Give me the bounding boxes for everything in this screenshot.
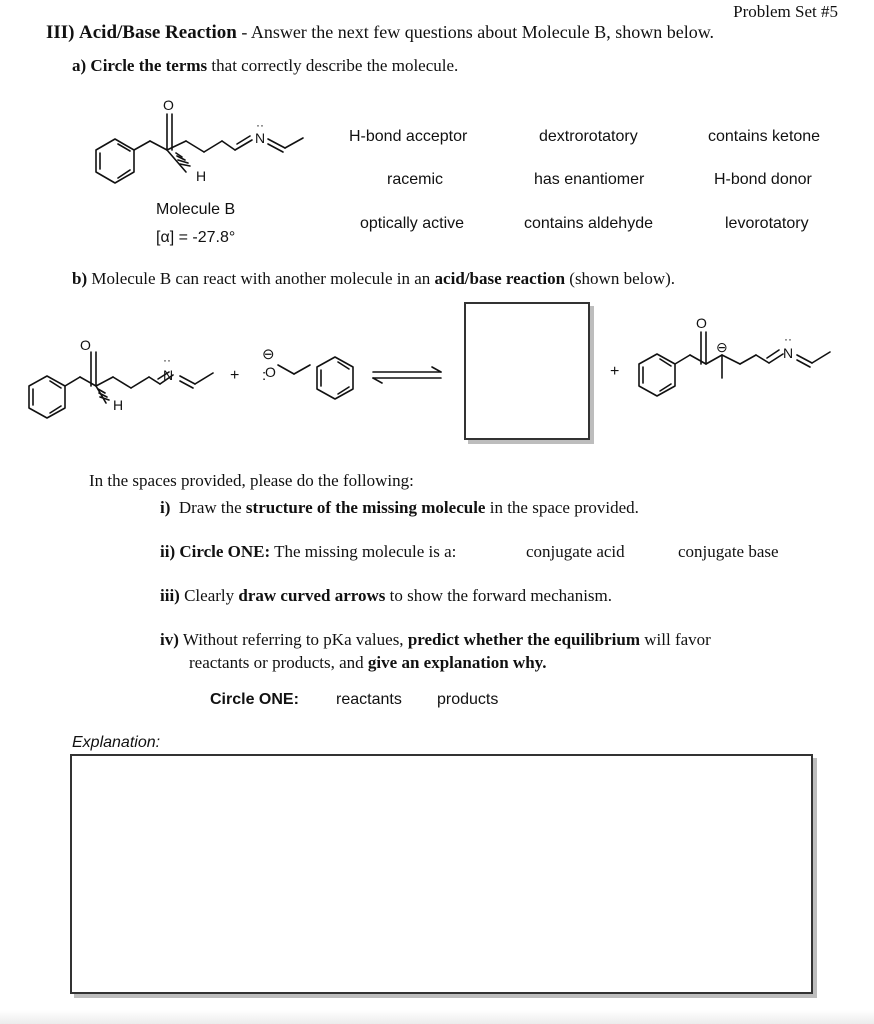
oxygen-atom: O <box>163 97 174 113</box>
part-b-pre: Molecule B can react with another molecule in an <box>91 269 431 288</box>
part-b-label: b) <box>72 269 88 288</box>
instruction-i-post: in the space provided. <box>489 498 639 517</box>
part-a-label: a) <box>72 56 87 75</box>
molecule-b-label: Molecule B <box>156 201 236 218</box>
instruction-iv-bold2: give an explanation why <box>367 653 543 672</box>
part-b-post: (shown below). <box>569 269 676 288</box>
enolate-oxygen: O <box>696 315 707 331</box>
instruction-ii-num: ii) <box>160 542 176 561</box>
benzene-ring-a <box>96 139 134 183</box>
plus-sign-2: + <box>610 363 620 380</box>
specific-rotation: [α] = -27.8° <box>156 229 236 246</box>
term-racemic[interactable]: racemic <box>387 171 444 188</box>
option-conjugate-base[interactable]: conjugate base <box>678 542 779 561</box>
instruction-iv-line2-pre: reactants or products, and <box>189 653 364 672</box>
enolate-product <box>639 315 830 396</box>
plus-sign-1: + <box>230 367 240 384</box>
term-contains-aldehyde[interactable]: contains aldehyde <box>524 215 653 232</box>
section-title: Acid/Base Reaction <box>79 22 237 43</box>
instruction-iii-pre: Clearly <box>184 586 235 605</box>
instruction-ii-text: The missing molecule is a: <box>274 542 457 561</box>
enolate-lone-pair: ·· <box>784 332 792 346</box>
hydrogen-atom: H <box>196 168 207 184</box>
term-has-enantiomer[interactable]: has enantiomer <box>534 171 645 188</box>
option-reactants[interactable]: reactants <box>336 691 402 708</box>
part-a-rest: that correctly describe the molecule. <box>211 56 459 75</box>
reactant-hydrogen: H <box>113 397 124 413</box>
circle-one-label: Circle ONE: <box>210 691 299 708</box>
reactant-molecule-b <box>29 337 213 418</box>
problem-set-label: Problem Set #5 <box>733 2 838 21</box>
instruction-i-num: i) <box>160 498 171 517</box>
alkoxide-charge: ⊖ <box>262 346 275 363</box>
instruction-iv-line2 <box>189 653 546 673</box>
part-b-bold: acid/base reaction <box>434 269 566 288</box>
instruction-iv-line1 <box>160 630 711 650</box>
explanation-label: Explanation: <box>72 734 161 751</box>
carbanion-charge: ⊖ <box>716 339 728 355</box>
instruction-iv-num: iv) <box>160 630 179 649</box>
equilibrium-arrows <box>373 367 441 383</box>
instruction-iv-bold1: predict whether the equilibrium <box>407 630 640 649</box>
instruction-i <box>160 498 639 518</box>
term-optically-active[interactable]: optically active <box>360 215 465 232</box>
explanation-answer-box[interactable] <box>70 754 813 994</box>
instruction-ii-bold: Circle ONE: <box>179 542 271 561</box>
instruction-iv-line2-post: . <box>542 653 547 672</box>
term-h-bond-acceptor[interactable]: H-bond acceptor <box>349 128 468 145</box>
part-b-prompt <box>72 269 675 289</box>
nitrogen-lone-pair: ·· <box>256 118 264 132</box>
alkoxide-lone-pair: : <box>262 367 267 384</box>
term-dextrorotatory[interactable]: dextrorotatory <box>539 128 638 145</box>
instruction-i-pre: Draw the <box>178 498 242 517</box>
benzyl-alkoxide <box>262 346 353 399</box>
term-levorotatory[interactable]: levorotatory <box>725 215 809 232</box>
enolate-nitrogen: N <box>783 345 794 361</box>
instructions-intro: In the spaces provided, please do the following: <box>89 471 414 490</box>
reactant-lone-pair: ·· <box>163 353 171 367</box>
part-a-bold: Circle the terms <box>90 56 208 75</box>
section-intro: - Answer the next few questions about Molecule B, shown below. <box>241 22 715 42</box>
reactant-nitrogen: N <box>163 367 174 383</box>
instruction-iii <box>160 586 612 606</box>
reactant-oxygen: O <box>80 337 91 353</box>
instruction-iii-num: iii) <box>160 586 180 605</box>
instruction-iii-bold: draw curved arrows <box>238 586 386 605</box>
instruction-iv-mid: will favor <box>644 630 711 649</box>
molecule-b-structure <box>0 0 874 300</box>
page-bottom-edge <box>0 1010 874 1024</box>
term-h-bond-donor[interactable]: H-bond donor <box>714 171 812 188</box>
instruction-iii-post: to show the forward mechanism. <box>389 586 613 605</box>
term-contains-ketone[interactable]: contains ketone <box>708 128 821 145</box>
nitrogen-atom: N <box>255 130 266 146</box>
instruction-ii <box>160 542 456 562</box>
alkoxide-oxygen: O <box>265 364 276 380</box>
missing-molecule-answer-box[interactable] <box>464 302 590 440</box>
option-products[interactable]: products <box>437 691 499 708</box>
instruction-i-bold: structure of the missing molecule <box>245 498 486 517</box>
section-number: III) <box>46 22 75 43</box>
reaction-scheme <box>0 300 874 440</box>
instruction-iv-pre: Without referring to pKa values, <box>182 630 404 649</box>
option-conjugate-acid[interactable]: conjugate acid <box>526 542 625 561</box>
